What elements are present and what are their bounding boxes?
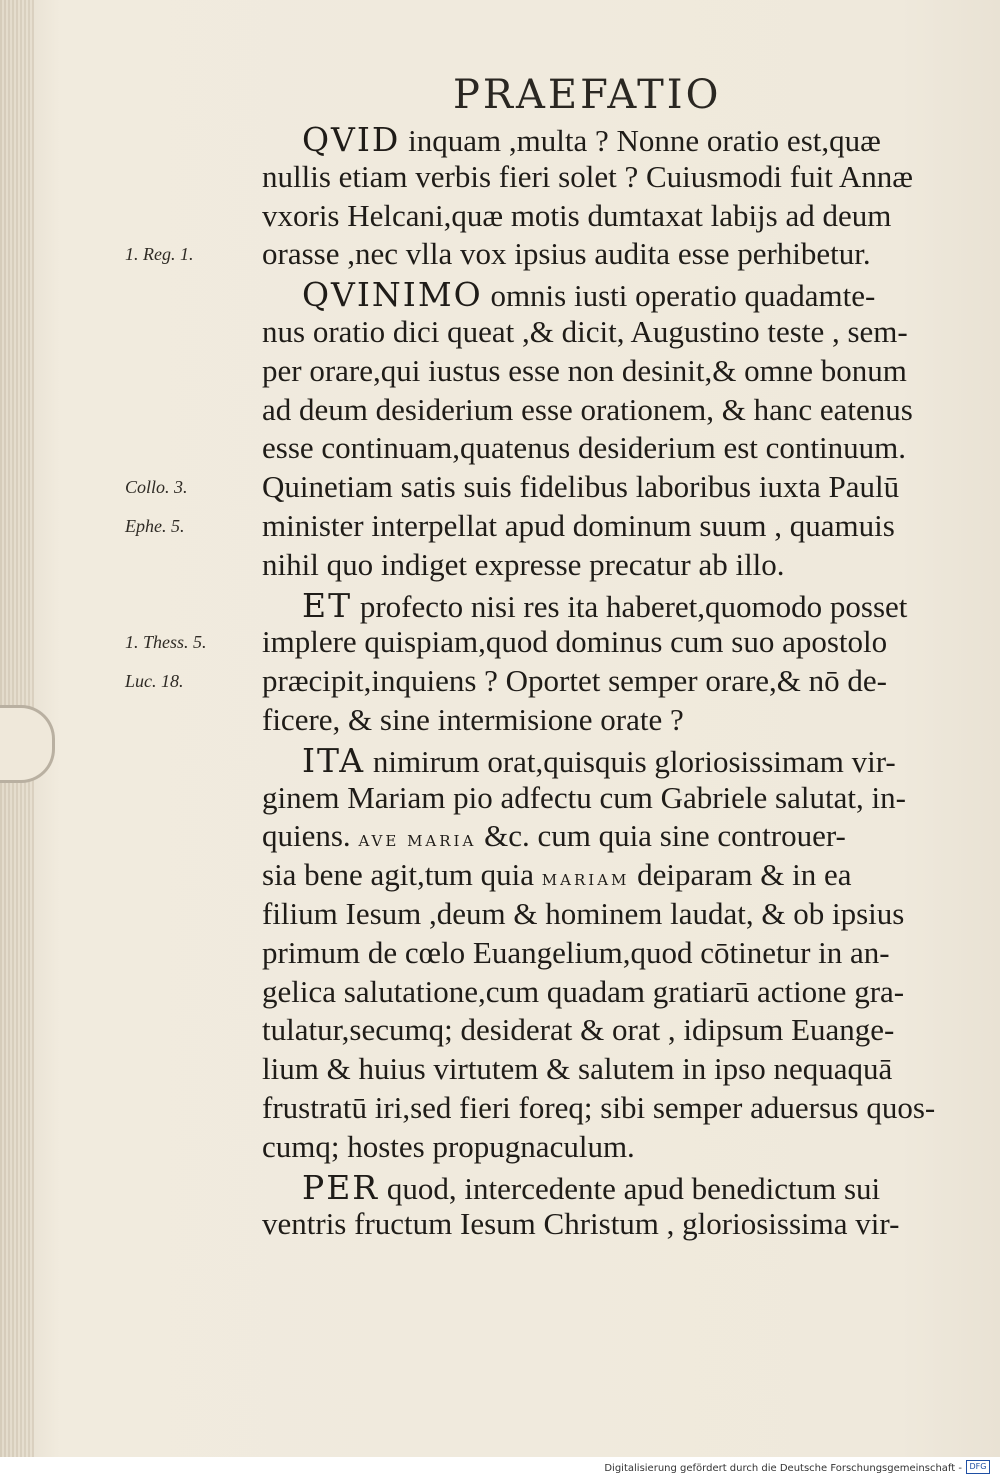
text-segment: tulatur,secumq; desiderat & orat , idipsum Euange- [262, 1012, 895, 1048]
text-line [262, 624, 887, 660]
text-line [262, 1051, 892, 1087]
initial-capitals: QVINIMO [302, 275, 483, 315]
margin-note: Ephe. 5. [125, 516, 185, 536]
small-capitals: MARIAM [541, 871, 630, 890]
text-line [302, 120, 881, 159]
text-line [302, 275, 875, 314]
text-segment: ad deum desiderium esse orationem, & hanc eatenus [262, 391, 913, 427]
text-segment: inquam ,multa ? Nonne oratio est,quæ [400, 123, 881, 158]
text-line [302, 586, 907, 625]
text-line [262, 314, 908, 350]
text-segment: &c. cum quia sine controuer- [476, 818, 846, 854]
text-segment: deiparam & in ea [629, 857, 852, 893]
text-line [262, 469, 899, 505]
text-line [262, 430, 906, 466]
small-capitals: AVE MARIA [358, 832, 477, 851]
text-line [262, 935, 890, 971]
text-segment: gelica salutatione,cum quadam gratiarū actione gra- [262, 973, 905, 1009]
text-segment: implere quispiam,quod dominus cum suo apostolo [262, 624, 888, 660]
text-segment: nus oratio dici queat ,& dicit, Augustino teste , sem- [262, 314, 908, 349]
text-segment: vxoris Helcani,quæ motis dumtaxat labijs ad deum [262, 197, 892, 233]
initial-capitals: PER [302, 1167, 380, 1207]
text-line [302, 741, 896, 780]
initial-capitals: ET [302, 585, 353, 625]
text-line [262, 1012, 894, 1048]
text-segment: nihil quo indiget expresse precatur ab illo. [262, 546, 785, 582]
text-segment: ginem Mariam pio adfectu cum Gabriele salutat, in- [262, 779, 906, 815]
text-segment: primum de cœlo Euangelium,quod cōtinetur in an- [262, 934, 890, 970]
text-line [262, 896, 904, 932]
text-line [262, 780, 906, 816]
footer-text: Digitalisierung gefördert durch die Deutsche Forschungsgemeinschaft - [604, 1463, 962, 1474]
text-segment: cumq; hostes propugnaculum. [262, 1128, 635, 1164]
text-line [262, 857, 851, 893]
text-line [262, 508, 895, 544]
text-segment: nimirum orat,quisquis gloriosissimam vir- [365, 743, 896, 779]
margin-note: 1. Reg. 1. [125, 244, 194, 265]
text-segment: omnis iusti operatio quadamte- [482, 278, 876, 314]
text-segment: minister interpellat apud dominum suum , quamuis [262, 508, 895, 543]
text-line [262, 547, 785, 583]
dfg-logo: DFG [966, 1460, 990, 1474]
text-segment: sia bene agit,tum quia [262, 857, 542, 893]
text-segment: ficere, & sine intermisione orate ? [262, 702, 684, 737]
text-segment: frustratū iri,sed fieri foreq; sibi semper aduersus quos- [262, 1090, 936, 1125]
text-line [262, 159, 913, 195]
text-line [262, 1206, 899, 1242]
text-segment: per orare,qui iustus esse non desinit,& omne bonum [262, 352, 907, 388]
text-line [262, 974, 904, 1010]
text-segment: quiens. [262, 818, 359, 854]
text-segment: nullis etiam verbis fieri solet ? Cuiusmodi fuit Annæ [262, 158, 913, 194]
text-line [262, 818, 846, 854]
text-segment: præcipit,inquiens ? Oportet semper orare,& nō de- [262, 663, 887, 699]
initial-capitals: ITA [302, 740, 366, 780]
text-segment: orasse ,nec vlla vox ipsius audita esse perhibetur. [262, 236, 871, 272]
text-line [262, 392, 913, 428]
text-line [262, 1090, 935, 1126]
text-segment: ventris fructum Iesum Christum , gloriosissima vir- [262, 1206, 900, 1242]
text-line [262, 702, 684, 738]
text-segment: quod, intercedente apud benedictum sui [379, 1170, 881, 1206]
margin-note: 1. Thess. 5. [125, 632, 207, 653]
text-segment: Quinetiam satis suis fidelibus laboribus iuxta Paulū [262, 469, 900, 505]
margin-note: Collo. 3. [125, 477, 188, 498]
page-title: PRAEFATIO [453, 72, 722, 118]
margin-note: Luc. 18. [125, 671, 184, 692]
text-segment: esse continuam,quatenus desiderium est continuum. [262, 430, 906, 466]
text-line [262, 198, 891, 234]
text-line [262, 236, 871, 272]
initial-capitals: QVID [302, 120, 401, 159]
text-segment: profecto nisi res ita haberet,quomodo posset [352, 588, 908, 624]
text-line [262, 663, 887, 699]
text-segment: lium & huius virtutem & salutem in ipso nequaquā [262, 1051, 893, 1087]
text-line [262, 353, 907, 389]
text-line [302, 1168, 880, 1207]
text-segment: filium Iesum ,deum & hominem laudat, & ob ipsius [262, 896, 905, 931]
text-line [262, 1129, 635, 1165]
